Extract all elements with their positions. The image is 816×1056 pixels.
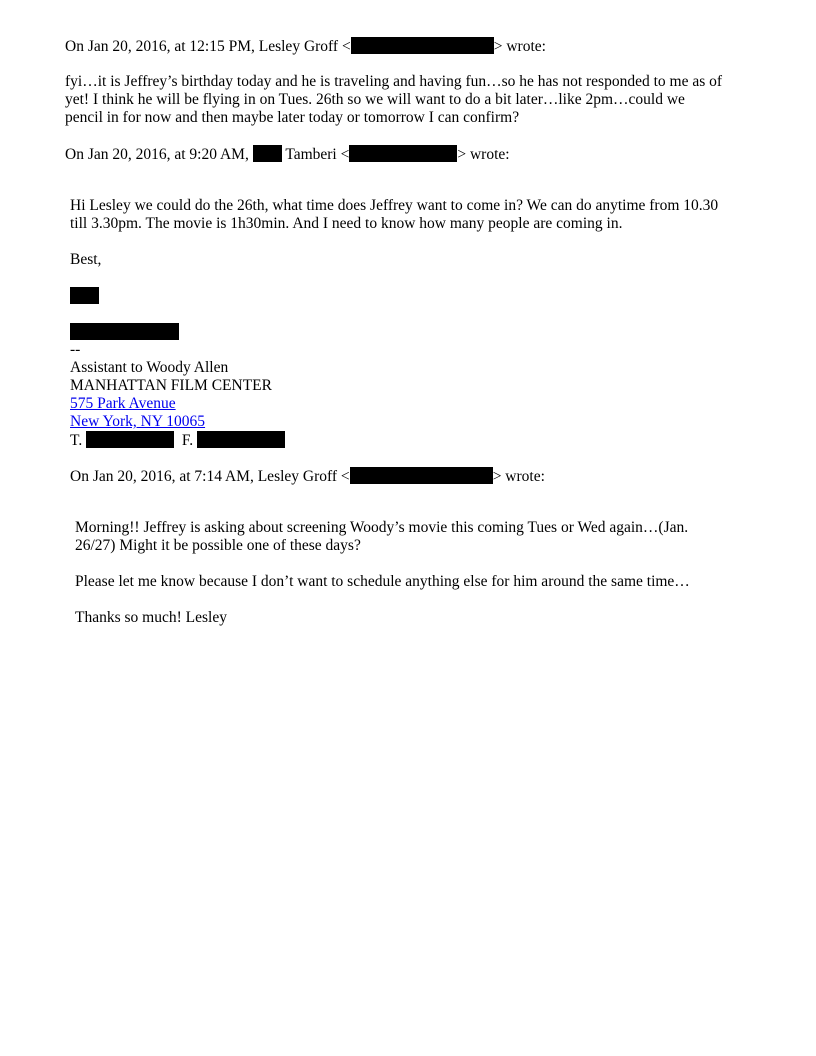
message-line: pencil in for now and then maybe later today or tomorrow I can confirm? bbox=[65, 109, 520, 126]
message-line: Hi Lesley we could do the 26th, what time does Jeffrey want to come in? We can do anytime from 10.30 bbox=[70, 197, 719, 214]
email-header-1-prefix: On Jan 20, 2016, at 12:15 PM, Lesley Groff < bbox=[65, 38, 351, 55]
email-message-2 bbox=[70, 197, 718, 233]
redaction-block bbox=[86, 431, 174, 448]
message-line: 26/27) Might it be possible one of these days? bbox=[75, 537, 361, 554]
signature-separator: -- bbox=[70, 341, 81, 358]
message-3-closing: Thanks so much! Lesley bbox=[75, 609, 227, 626]
message-line: yet! I think he will be flying in on Tues. 26th so we will want to do a bit later…like 2pm…could we bbox=[65, 91, 685, 108]
email-header-2-prefix: On Jan 20, 2016, at 9:20 AM, bbox=[65, 146, 253, 163]
signature-block bbox=[70, 341, 285, 450]
email-header-1 bbox=[65, 37, 546, 56]
address-link-city[interactable]: New York, NY 10065 bbox=[70, 413, 206, 430]
redaction-block bbox=[70, 323, 179, 340]
redaction-block bbox=[350, 467, 493, 484]
email-header-3 bbox=[70, 467, 545, 486]
redaction-block bbox=[351, 37, 494, 54]
email-header-2-middle: Tamberi < bbox=[281, 146, 350, 163]
email-header-2-suffix: > wrote: bbox=[457, 146, 510, 163]
redaction-block bbox=[349, 145, 457, 162]
redaction-block bbox=[253, 145, 282, 162]
message-line: Morning!! Jeffrey is asking about screening Woody’s movie this coming Tues or Wed again…(Jan. bbox=[75, 519, 689, 536]
message-line: till 3.30pm. The movie is 1h30min. And I need to know how many people are coming in. bbox=[70, 215, 623, 232]
email-message-1 bbox=[65, 73, 722, 127]
signature-phone-fax bbox=[70, 431, 285, 450]
email-header-3-suffix: > wrote: bbox=[492, 468, 545, 485]
signature-role: Assistant to Woody Allen bbox=[70, 359, 229, 376]
closing-best: Best, bbox=[70, 251, 102, 268]
address-link-street[interactable]: 575 Park Avenue bbox=[70, 395, 176, 412]
email-header-1-suffix: > wrote: bbox=[493, 38, 546, 55]
email-header-2 bbox=[65, 145, 510, 164]
message-3-paragraph-2: Please let me know because I don’t want to schedule anything else for him around the same time… bbox=[75, 573, 690, 590]
phone-label: T. bbox=[70, 432, 83, 449]
message-line: fyi…it is Jeffrey’s birthday today and he is traveling and having fun…so he has not responded to me as of bbox=[65, 73, 723, 90]
redaction-block bbox=[197, 431, 285, 448]
email-header-3-prefix: On Jan 20, 2016, at 7:14 AM, Lesley Groff < bbox=[70, 468, 350, 485]
fax-label: F. bbox=[181, 432, 194, 449]
signature-company: MANHATTAN FILM CENTER bbox=[70, 377, 272, 394]
redaction-block bbox=[70, 287, 99, 304]
email-message-3 bbox=[75, 519, 688, 555]
